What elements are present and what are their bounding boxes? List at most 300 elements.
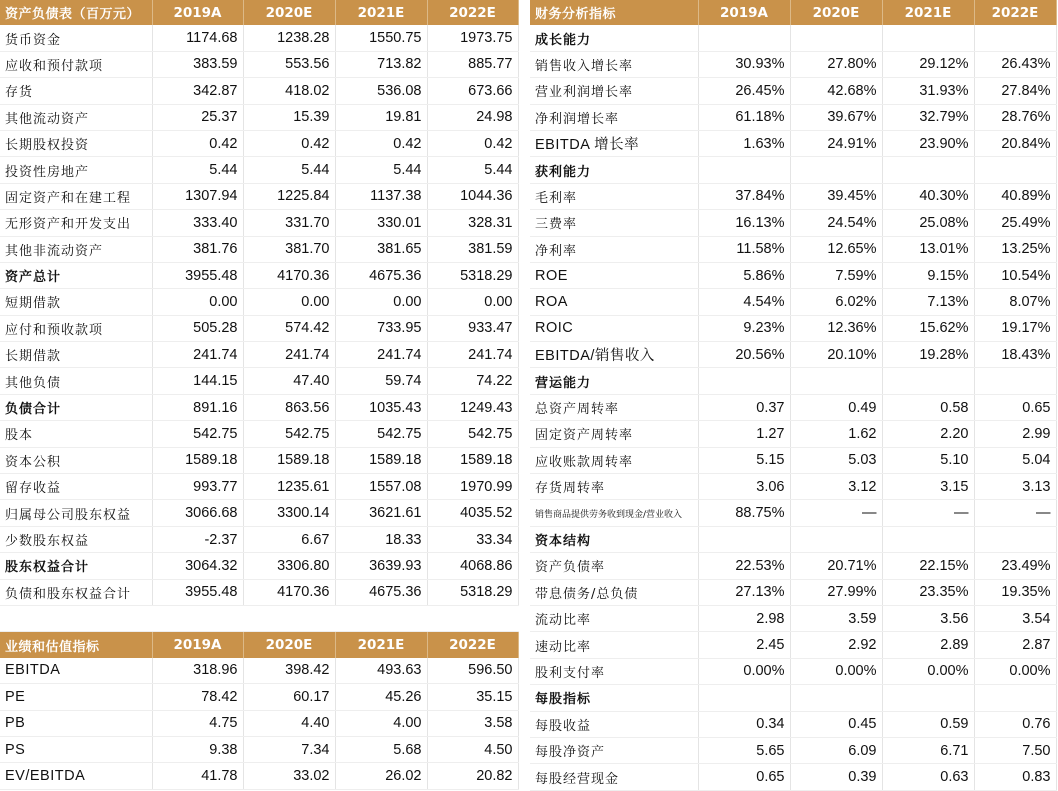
section-row — [530, 25, 1056, 51]
val-year-header: 2019A — [152, 632, 243, 658]
value-cell: 11.58% — [698, 236, 790, 262]
balance-sheet-title: 资产负债表（百万元） — [0, 0, 152, 25]
value-cell: 16.13% — [698, 210, 790, 236]
value-cell: 542.75 — [427, 421, 518, 447]
row-label: 其他负债 — [0, 368, 152, 394]
value-cell: 542.75 — [152, 421, 243, 447]
balance-sheet-row — [0, 368, 518, 394]
value-cell: 74.22 — [427, 368, 518, 394]
value-cell: 542.75 — [335, 421, 427, 447]
value-cell: 241.74 — [427, 342, 518, 368]
value-cell: — — [882, 500, 974, 526]
value-cell: 27.80% — [790, 51, 882, 77]
value-cell: 26.45% — [698, 78, 790, 104]
value-cell: 20.10% — [790, 342, 882, 368]
value-cell: 3064.32 — [152, 553, 243, 579]
value-cell: 7.34 — [243, 736, 335, 762]
financial-analysis-row — [530, 342, 1056, 368]
row-label: 股本 — [0, 421, 152, 447]
value-cell: 1.63% — [698, 130, 790, 156]
value-cell: 0.00 — [152, 289, 243, 315]
value-cell: 4.00 — [335, 710, 427, 736]
value-cell: 13.01% — [882, 236, 974, 262]
valuation-row — [0, 658, 518, 684]
value-cell: 0.00 — [243, 289, 335, 315]
value-cell: 4.75 — [152, 710, 243, 736]
value-cell: 4035.52 — [427, 500, 518, 526]
value-cell: 2.99 — [974, 421, 1056, 447]
value-cell: — — [790, 500, 882, 526]
value-cell: 6.09 — [790, 737, 882, 763]
financial-analysis-row — [530, 315, 1056, 341]
value-cell: 0.00% — [974, 658, 1056, 684]
financial-analysis-row — [530, 474, 1056, 500]
value-cell: 574.42 — [243, 315, 335, 341]
valuation-title: 业绩和估值指标 — [0, 632, 152, 658]
value-cell: 27.84% — [974, 78, 1056, 104]
balance-sheet-row — [0, 315, 518, 341]
value-cell: 7.13% — [882, 289, 974, 315]
value-cell: 3066.68 — [152, 500, 243, 526]
section-label: 每股指标 — [530, 685, 698, 711]
value-cell: 30.93% — [698, 51, 790, 77]
empty-cell — [790, 25, 882, 51]
empty-cell — [974, 368, 1056, 394]
value-cell: 1307.94 — [152, 183, 243, 209]
val-year-header: 2020E — [243, 632, 335, 658]
value-cell: 4068.86 — [427, 553, 518, 579]
value-cell: 3.58 — [427, 710, 518, 736]
value-cell: 493.63 — [335, 658, 427, 684]
empty-cell — [790, 526, 882, 552]
balance-sheet-row — [0, 157, 518, 183]
financial-analysis-row — [530, 104, 1056, 130]
row-label: EBITDA/销售收入 — [530, 342, 698, 368]
value-cell: 328.31 — [427, 210, 518, 236]
value-cell: 3.15 — [882, 474, 974, 500]
value-cell: 1174.68 — [152, 25, 243, 51]
row-label: 每股净资产 — [530, 737, 698, 763]
bs-year-header: 2021E — [335, 0, 427, 25]
balance-sheet-row — [0, 553, 518, 579]
value-cell: 61.18% — [698, 104, 790, 130]
value-cell: 40.30% — [882, 183, 974, 209]
value-cell: 1970.99 — [427, 474, 518, 500]
row-label: 负债和股东权益合计 — [0, 579, 152, 605]
value-cell: 5.44 — [152, 157, 243, 183]
value-cell: 891.16 — [152, 394, 243, 420]
value-cell: 3955.48 — [152, 579, 243, 605]
row-label: 应付和预收款项 — [0, 315, 152, 341]
row-label: 存货 — [0, 78, 152, 104]
value-cell: 1.62 — [790, 421, 882, 447]
value-cell: 3955.48 — [152, 262, 243, 288]
value-cell: 20.71% — [790, 553, 882, 579]
value-cell: 1238.28 — [243, 25, 335, 51]
value-cell: 5318.29 — [427, 579, 518, 605]
value-cell: 1589.18 — [152, 447, 243, 473]
value-cell: 2.92 — [790, 632, 882, 658]
balance-sheet-row — [0, 130, 518, 156]
value-cell: 26.43% — [974, 51, 1056, 77]
value-cell: 0.59 — [882, 711, 974, 737]
balance-sheet-row — [0, 289, 518, 315]
value-cell: 23.90% — [882, 130, 974, 156]
row-label: 股利支付率 — [530, 658, 698, 684]
value-cell: 0.39 — [790, 764, 882, 790]
row-label: 应收和预付款项 — [0, 51, 152, 77]
value-cell: 1235.61 — [243, 474, 335, 500]
balance-sheet-row — [0, 421, 518, 447]
row-label: 少数股东权益 — [0, 526, 152, 552]
row-label: 负债合计 — [0, 394, 152, 420]
balance-sheet-row — [0, 25, 518, 51]
row-label: 无形资产和开发支出 — [0, 210, 152, 236]
value-cell: 144.15 — [152, 368, 243, 394]
row-label: 资产负债率 — [530, 553, 698, 579]
value-cell: 33.34 — [427, 526, 518, 552]
value-cell: 333.40 — [152, 210, 243, 236]
row-label: 净利率 — [530, 236, 698, 262]
left-financial-tables — [0, 0, 519, 790]
value-cell: 3621.61 — [335, 500, 427, 526]
empty-cell — [790, 685, 882, 711]
value-cell: 331.70 — [243, 210, 335, 236]
section-label: 获利能力 — [530, 157, 698, 183]
financial-analysis-header — [530, 0, 1056, 25]
row-label: PE — [0, 684, 152, 710]
row-label: 归属母公司股东权益 — [0, 500, 152, 526]
row-label: 留存收益 — [0, 474, 152, 500]
value-cell: 88.75% — [698, 500, 790, 526]
financial-analysis-row — [530, 394, 1056, 420]
value-cell: 993.77 — [152, 474, 243, 500]
financial-analysis-row — [530, 236, 1056, 262]
row-label: 每股收益 — [530, 711, 698, 737]
value-cell: 15.62% — [882, 315, 974, 341]
value-cell: 23.35% — [882, 579, 974, 605]
value-cell: 5.15 — [698, 447, 790, 473]
value-cell: 0.00 — [427, 289, 518, 315]
value-cell: 381.59 — [427, 236, 518, 262]
row-label: 三费率 — [530, 210, 698, 236]
value-cell: 1589.18 — [335, 447, 427, 473]
empty-cell — [882, 685, 974, 711]
financial-analysis-row — [530, 737, 1056, 763]
value-cell: 4675.36 — [335, 262, 427, 288]
value-cell: 241.74 — [152, 342, 243, 368]
value-cell: 6.67 — [243, 526, 335, 552]
value-cell: 3300.14 — [243, 500, 335, 526]
value-cell: 2.45 — [698, 632, 790, 658]
valuation-row — [0, 736, 518, 762]
balance-sheet-row — [0, 500, 518, 526]
value-cell: 39.67% — [790, 104, 882, 130]
value-cell: 381.76 — [152, 236, 243, 262]
value-cell: 241.74 — [335, 342, 427, 368]
financial-analysis-row — [530, 447, 1056, 473]
balance-sheet-row — [0, 526, 518, 552]
fa-year-header: 2020E — [790, 0, 882, 25]
value-cell: 3.56 — [882, 605, 974, 631]
row-label: PB — [0, 710, 152, 736]
value-cell: 505.28 — [152, 315, 243, 341]
balance-sheet-row — [0, 342, 518, 368]
row-label: 资本公积 — [0, 447, 152, 473]
row-label: ROA — [530, 289, 698, 315]
value-cell: 1550.75 — [335, 25, 427, 51]
value-cell: 5.44 — [335, 157, 427, 183]
value-cell: 37.84% — [698, 183, 790, 209]
financial-analysis-row — [530, 421, 1056, 447]
value-cell: 330.01 — [335, 210, 427, 236]
value-cell: 3639.93 — [335, 553, 427, 579]
empty-cell — [882, 157, 974, 183]
row-label: 存货周转率 — [530, 474, 698, 500]
row-label: EBITDA 增长率 — [530, 130, 698, 156]
value-cell: 35.15 — [427, 684, 518, 710]
empty-cell — [974, 25, 1056, 51]
valuation-row — [0, 763, 518, 789]
section-row — [530, 368, 1056, 394]
value-cell: 25.08% — [882, 210, 974, 236]
value-cell: 45.26 — [335, 684, 427, 710]
value-cell: 0.42 — [152, 130, 243, 156]
empty-cell — [882, 25, 974, 51]
valuation-row — [0, 710, 518, 736]
value-cell: 28.76% — [974, 104, 1056, 130]
row-label: 资产总计 — [0, 262, 152, 288]
financial-analysis-row — [530, 262, 1056, 288]
value-cell: 13.25% — [974, 236, 1056, 262]
value-cell: 933.47 — [427, 315, 518, 341]
financial-analysis-row — [530, 210, 1056, 236]
value-cell: 418.02 — [243, 78, 335, 104]
value-cell: 40.89% — [974, 183, 1056, 209]
value-cell: 9.15% — [882, 262, 974, 288]
value-cell: 12.65% — [790, 236, 882, 262]
row-label: 货币资金 — [0, 25, 152, 51]
value-cell: 1225.84 — [243, 183, 335, 209]
value-cell: — — [974, 500, 1056, 526]
bs-year-header: 2022E — [427, 0, 518, 25]
value-cell: 0.00 — [335, 289, 427, 315]
value-cell: 0.42 — [335, 130, 427, 156]
value-cell: 381.70 — [243, 236, 335, 262]
value-cell: 3.13 — [974, 474, 1056, 500]
value-cell: 39.45% — [790, 183, 882, 209]
value-cell: 59.74 — [335, 368, 427, 394]
balance-sheet-row — [0, 104, 518, 130]
value-cell: 0.65 — [698, 764, 790, 790]
row-label: ROE — [530, 262, 698, 288]
value-cell: 0.42 — [427, 130, 518, 156]
value-cell: 3306.80 — [243, 553, 335, 579]
balance-sheet-row — [0, 236, 518, 262]
fa-year-header: 2021E — [882, 0, 974, 25]
value-cell: 0.45 — [790, 711, 882, 737]
row-label: EBITDA — [0, 658, 152, 684]
value-cell: 1973.75 — [427, 25, 518, 51]
value-cell: 27.13% — [698, 579, 790, 605]
value-cell: 5.86% — [698, 262, 790, 288]
financial-analysis-row — [530, 658, 1056, 684]
row-label: 其他流动资产 — [0, 104, 152, 130]
value-cell: 8.07% — [974, 289, 1056, 315]
val-year-header: 2022E — [427, 632, 518, 658]
value-cell: 32.79% — [882, 104, 974, 130]
value-cell: 9.23% — [698, 315, 790, 341]
value-cell: 3.06 — [698, 474, 790, 500]
value-cell: 733.95 — [335, 315, 427, 341]
value-cell: 0.76 — [974, 711, 1056, 737]
empty-cell — [698, 368, 790, 394]
row-label: 流动比率 — [530, 605, 698, 631]
value-cell: 1.27 — [698, 421, 790, 447]
value-cell: 4170.36 — [243, 262, 335, 288]
valuation-row — [0, 684, 518, 710]
value-cell: 1249.43 — [427, 394, 518, 420]
value-cell: 553.56 — [243, 51, 335, 77]
value-cell: 1044.36 — [427, 183, 518, 209]
value-cell: 24.91% — [790, 130, 882, 156]
financial-analysis-row — [530, 500, 1056, 526]
value-cell: 4.50 — [427, 736, 518, 762]
row-label: 销售商品提供劳务收到现金/营业收入 — [530, 500, 698, 526]
value-cell: 0.37 — [698, 394, 790, 420]
value-cell: 1589.18 — [243, 447, 335, 473]
balance-sheet-row — [0, 579, 518, 605]
value-cell: 22.15% — [882, 553, 974, 579]
balance-sheet-row — [0, 447, 518, 473]
value-cell: 4.40 — [243, 710, 335, 736]
row-label: PS — [0, 736, 152, 762]
financial-analysis-row — [530, 130, 1056, 156]
value-cell: 25.49% — [974, 210, 1056, 236]
value-cell: 2.89 — [882, 632, 974, 658]
financial-analysis-row — [530, 632, 1056, 658]
value-cell: 5.44 — [427, 157, 518, 183]
row-label: 营业利润增长率 — [530, 78, 698, 104]
value-cell: 20.56% — [698, 342, 790, 368]
value-cell: 19.28% — [882, 342, 974, 368]
value-cell: 0.83 — [974, 764, 1056, 790]
value-cell: 7.59% — [790, 262, 882, 288]
value-cell: 7.50 — [974, 737, 1056, 763]
empty-cell — [882, 526, 974, 552]
value-cell: 0.42 — [243, 130, 335, 156]
value-cell: 26.02 — [335, 763, 427, 789]
value-cell: 1557.08 — [335, 474, 427, 500]
section-row — [530, 526, 1056, 552]
row-label: 固定资产和在建工程 — [0, 183, 152, 209]
financial-analysis-title: 财务分析指标 — [530, 0, 698, 25]
value-cell: 20.82 — [427, 763, 518, 789]
empty-cell — [790, 157, 882, 183]
value-cell: 4675.36 — [335, 579, 427, 605]
balance-sheet-row — [0, 394, 518, 420]
section-label: 成长能力 — [530, 25, 698, 51]
value-cell: 5.68 — [335, 736, 427, 762]
value-cell: 12.36% — [790, 315, 882, 341]
value-cell: -2.37 — [152, 526, 243, 552]
value-cell: 78.42 — [152, 684, 243, 710]
empty-cell — [698, 25, 790, 51]
row-label: EV/EBITDA — [0, 763, 152, 789]
value-cell: 398.42 — [243, 658, 335, 684]
value-cell: 27.99% — [790, 579, 882, 605]
row-label: 净利润增长率 — [530, 104, 698, 130]
value-cell: 9.38 — [152, 736, 243, 762]
empty-cell — [698, 685, 790, 711]
empty-cell — [882, 368, 974, 394]
value-cell: 713.82 — [335, 51, 427, 77]
value-cell: 863.56 — [243, 394, 335, 420]
empty-cell — [974, 157, 1056, 183]
row-label: 短期借款 — [0, 289, 152, 315]
empty-cell — [698, 157, 790, 183]
value-cell: 60.17 — [243, 684, 335, 710]
row-label: 固定资产周转率 — [530, 421, 698, 447]
value-cell: 1137.38 — [335, 183, 427, 209]
row-label: 投资性房地产 — [0, 157, 152, 183]
section-label: 营运能力 — [530, 368, 698, 394]
spacer-row — [0, 605, 518, 631]
row-label: 总资产周转率 — [530, 394, 698, 420]
value-cell: 19.17% — [974, 315, 1056, 341]
value-cell: 31.93% — [882, 78, 974, 104]
value-cell: 542.75 — [243, 421, 335, 447]
value-cell: 4.54% — [698, 289, 790, 315]
financial-analysis-table — [530, 0, 1057, 791]
empty-cell — [698, 526, 790, 552]
value-cell: 383.59 — [152, 51, 243, 77]
value-cell: 0.00% — [698, 658, 790, 684]
value-cell: 6.71 — [882, 737, 974, 763]
section-row — [530, 685, 1056, 711]
fa-year-header: 2019A — [698, 0, 790, 25]
value-cell: 3.59 — [790, 605, 882, 631]
value-cell: 318.96 — [152, 658, 243, 684]
section-row — [530, 157, 1056, 183]
row-label: ROIC — [530, 315, 698, 341]
value-cell: 5.10 — [882, 447, 974, 473]
balance-sheet-row — [0, 262, 518, 288]
value-cell: 0.58 — [882, 394, 974, 420]
value-cell: 6.02% — [790, 289, 882, 315]
value-cell: 19.81 — [335, 104, 427, 130]
value-cell: 5.65 — [698, 737, 790, 763]
value-cell: 885.77 — [427, 51, 518, 77]
value-cell: 18.43% — [974, 342, 1056, 368]
value-cell: 241.74 — [243, 342, 335, 368]
value-cell: 2.98 — [698, 605, 790, 631]
balance-sheet-row — [0, 183, 518, 209]
row-label: 每股经营现金 — [530, 764, 698, 790]
balance-sheet-row — [0, 210, 518, 236]
value-cell: 47.40 — [243, 368, 335, 394]
financial-analysis-row — [530, 183, 1056, 209]
balance-sheet-row — [0, 78, 518, 104]
row-label: 速动比率 — [530, 632, 698, 658]
section-label: 资本结构 — [530, 526, 698, 552]
empty-cell — [790, 368, 882, 394]
financial-analysis-row — [530, 51, 1056, 77]
value-cell: 0.00% — [790, 658, 882, 684]
row-label: 股东权益合计 — [0, 553, 152, 579]
value-cell: 5.04 — [974, 447, 1056, 473]
value-cell: 342.87 — [152, 78, 243, 104]
